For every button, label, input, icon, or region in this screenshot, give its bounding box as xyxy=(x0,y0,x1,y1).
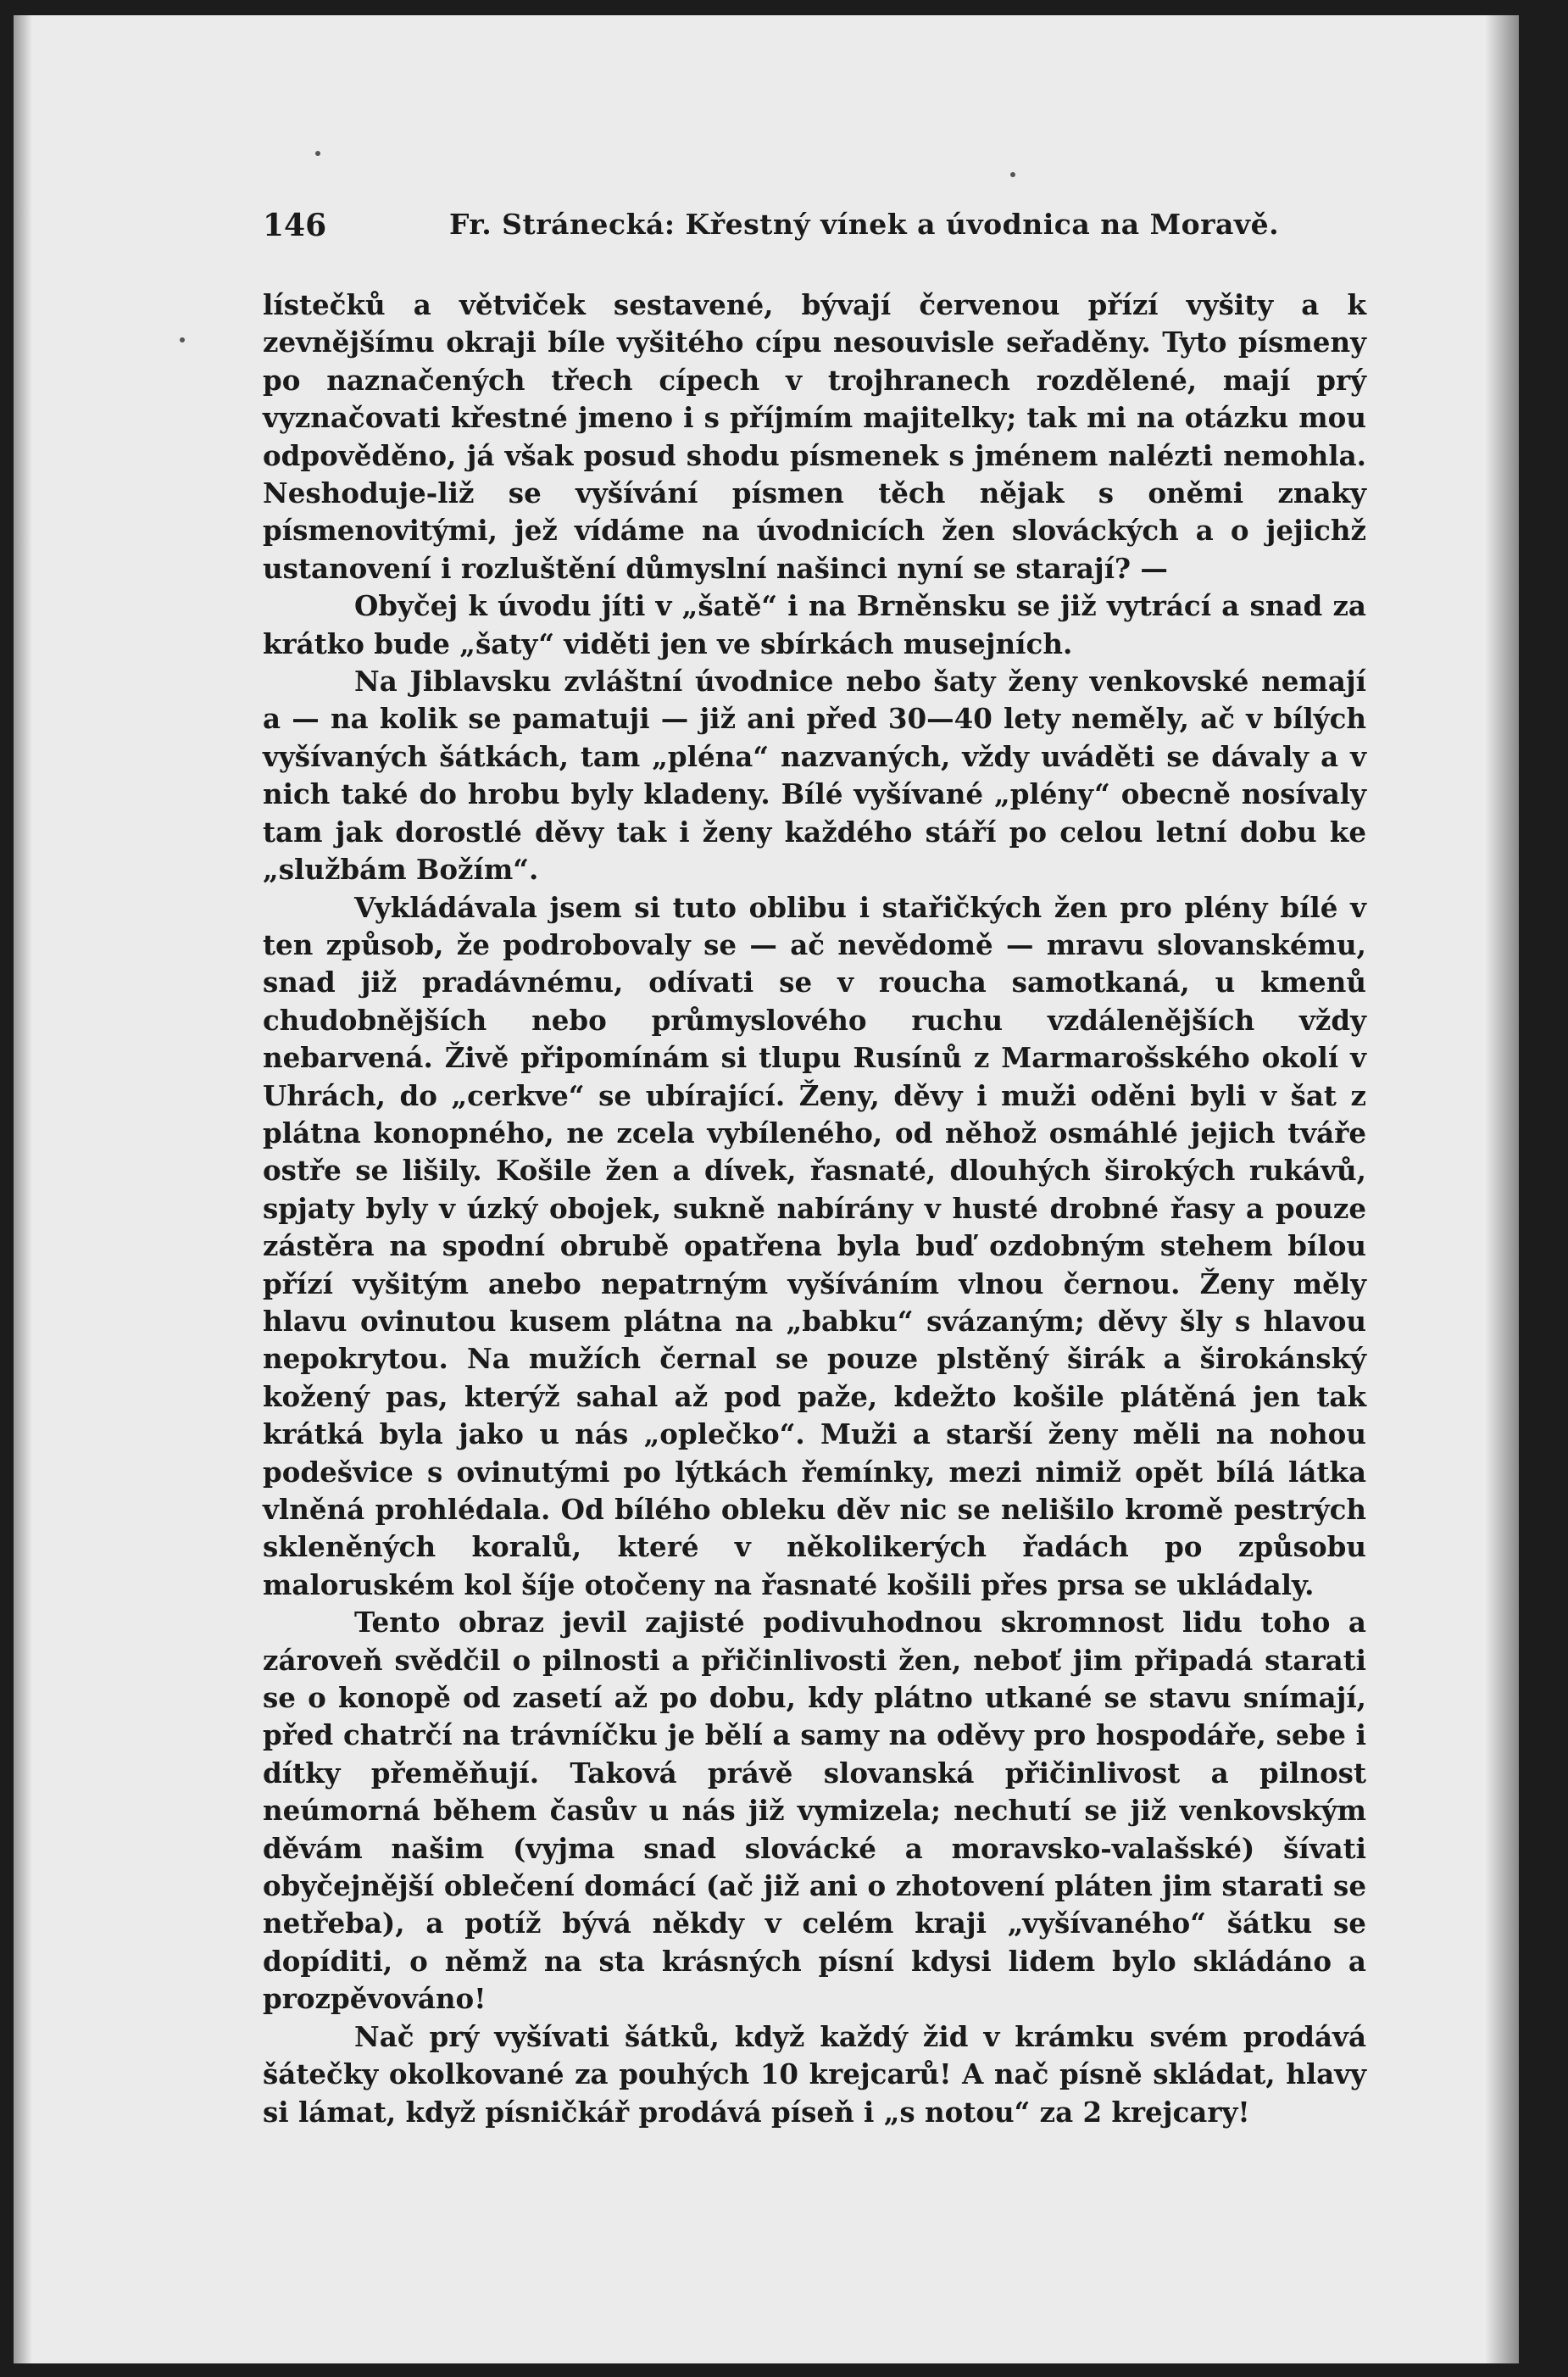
running-head: Fr. Stránecká: Křestný vínek a úvodnica na Moravě. xyxy=(449,208,1280,241)
paragraph-4: Vykládávala jsem si tuto oblibu i stařičkých žen pro plény bílé v ten způsob, že podrobovaly se — ač nevědomě — mravu slovanskému, snad již pradávnému, odívati se v roucha samotkaná, u kmenů chudobnějších nebo průmyslového ruchu vzdálenějších vždy nebarvená. Živě připomínám si tlupu Rusínů z Marmarošského okolí v Uhrách, do „cerkve“ se ubírající. Ženy, děvy i muži oděni byli v šat z plátna konopného, ne zcela vybíleného, od něhož osmáhlé jejich tváře ostře se lišily. Košile žen a dívek, řasnaté, dlouhých širokých rukávů, spjaty byly v úzký obojek, sukně nabírány v husté drobné řasy a pouze zástěra na spodní obrubě opatřena byla buď ozdobným stehem bílou přízí vyšitým anebo nepatrným vyšíváním vlnou černou. Ženy měly hlavu ovinutou kusem plátna na „babku“ svázaným; děvy šly s hlavou nepokrytou. Na mužích černal se pouze plstěný širák a širokánský kožený pas, kterýž sahal až pod paže, kdežto košile plátěná jen tak krátká byla jako u nás „oplečko“. Muži a starší ženy měli na nohou podešvice s ovinutými po lýtkách řemínky, mezi nimiž opět bílá látka vlněná prohlédala. Od bílého obleku děv nic se nelišilo kromě pestrých skleněných koralů, které v několikerých řadách po způsobu maloruském kol šíje otočeny na řasnaté košili přes prsa se ukládaly. xyxy=(263,890,1366,1601)
dust-speck xyxy=(315,151,320,156)
scan-edge-left xyxy=(14,15,32,2363)
paragraph-1: lístečků a větviček sestavené, bývají červenou přízí vyšity a k zevnějšímu okraji bíle vyšitého cípu nesouvisle seřaděny. Tyto písmeny po naznačených třech cípech v trojhranech rozdělené, mají prý vyznačovati křestné jmeno i s příjmím majitelky; tak mi na otázku mou odpověděno, já však posud shodu písmenek s jménem nalézti nemohla. Neshoduje-liž se vyšívání písmen těch nějak s oněmi znaky písmenovitými, jež vídáme na úvodnicích žen slováckých a o jejichž ustanovení i rozluštění důmyslní našinci nyní se starají? — xyxy=(263,288,1366,585)
dust-speck xyxy=(180,337,185,342)
paragraph-6: Nač prý vyšívati šátků, když každý žid v krámku svém prodává šátečky okolkované za pouhých 10 krejcarů! A nač písně skládat, hlavy si lámat, když písničkář prodává píseň i „s notou“ za 2 krejcary! xyxy=(263,2019,1366,2129)
paragraph-3: Na Jiblavsku zvláštní úvodnice nebo šaty ženy venkovské nemají a — na kolik se pamatuji — již ani před 30—40 lety neměly, ač v bílých vyšívaných šátkách, tam „pléna“ nazvaných, vždy uváděti se dávaly a v nich také do hrobu byly kladeny. Bílé vyšívané „plény“ obecně nosívaly tam jak dorostlé děvy tak i ženy každého stáří po celou letní dobu ke „službám Božím“. xyxy=(263,665,1366,887)
paragraph-5: Tento obraz jevil zajisté podivuhodnou skromnost lidu toho a zároveň svědčil o pilnosti a přičinlivosti žen, neboť jim připadá starati se o konopě od zasetí až po dobu, kdy plátno utkané se stavu snímají, před chatrčí na trávníčku je bělí a samy na oděvy pro hospodáře, sebe i dítky přeměňují. Taková právě slovanská přičinlivost a pilnost neúmorná během časův u nás již vymizela; nechutí se již venkovským děvám našim (vyjma snad slovácké a moravsko-valašské) šívati obyčejnější oblečení domácí (ač již ani o zhotovení pláten jim starati se netřeba), a potíž bývá někdy v celém kraji „vyšívaného“ šátku se dopíditi, o němž na sta krásných písní kdysi lidem bylo skládáno a prozpěvováno! xyxy=(263,1606,1366,2016)
body-text xyxy=(263,287,1366,2131)
book-page xyxy=(14,15,1519,2363)
page-number: 146 xyxy=(263,208,327,243)
page-header xyxy=(263,196,1365,255)
paragraph-2: Obyčej k úvodu jíti v „šatě“ i na Brněnsku se již vytrácí a snad za krátko bude „šaty“ viděti jen ve sbírkách musejních. xyxy=(263,589,1366,660)
scan-edge-right xyxy=(1485,15,1519,2363)
dust-speck xyxy=(1010,172,1015,177)
